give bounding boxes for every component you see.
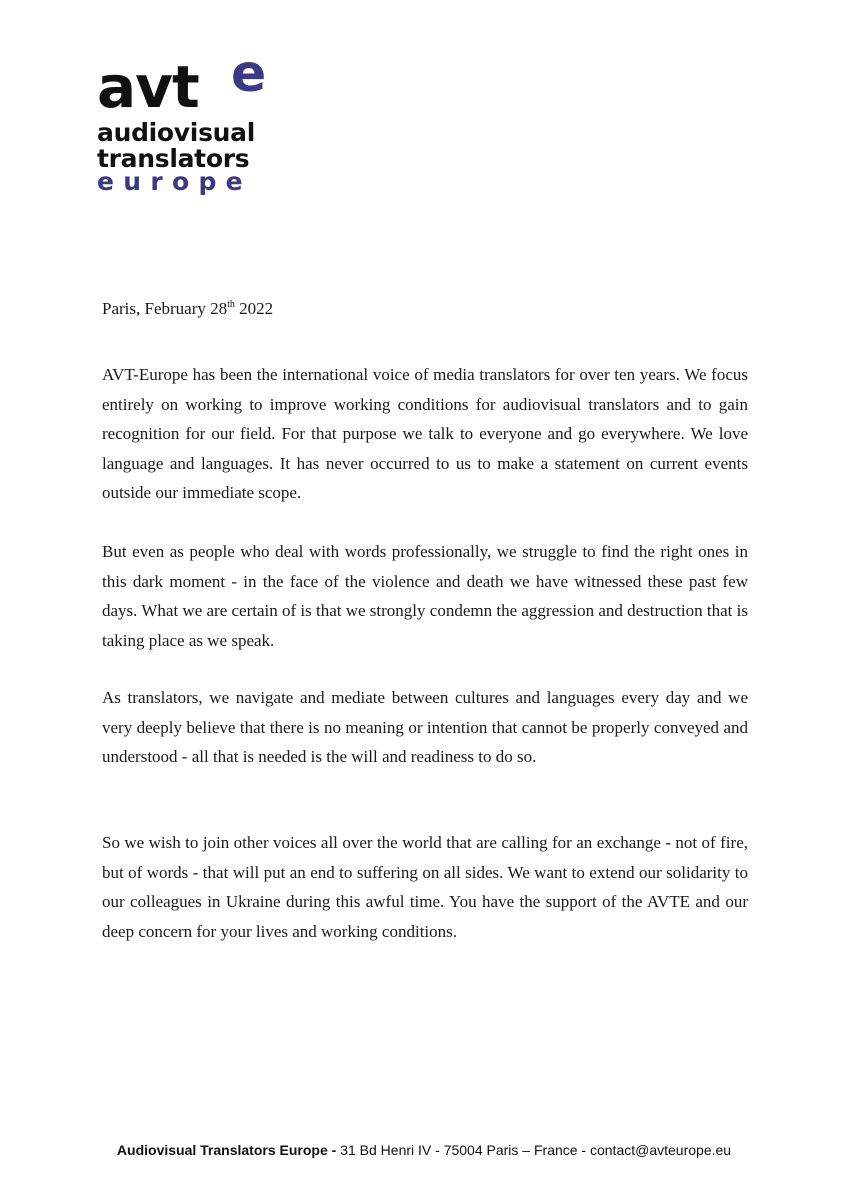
date-year: 2022 — [239, 299, 274, 318]
logo-accent-letter: e — [231, 44, 267, 104]
logo-line-translators: translators — [97, 144, 250, 173]
paragraph-4: So we wish to join other voices all over the world that are calling for an exchange - not of fire, but of words - that will put an end to suffering on all sides. We want to extend our solidarity to our colleagues in Ukraine during this awful time. You have the support of the AVTE and our deep concern for your lives and working conditions. — [102, 833, 748, 941]
avte-logo — [97, 44, 297, 196]
footer — [0, 1142, 848, 1158]
logo-wordmark: avt — [97, 53, 199, 121]
footer-address-contact: 31 Bd Henri IV - 75004 Paris – France - contact@avteurope.eu — [336, 1142, 732, 1158]
paragraph-1: AVT-Europe has been the international voice of media translators for over ten years. We focus entirely on working to improve working conditions for audiovisual translators and to gain recognition for our field. For that purpose we talk to everyone and go everywhere. We love language and languages. It has never occurred to us to make a statement on current events outside our immediate scope. — [102, 365, 748, 502]
logo-line-audiovisual: audiovisual — [97, 118, 255, 147]
paragraph-2: But even as people who deal with words professionally, we struggle to find the right ones in this dark moment - in the face of the violence and death we have witnessed these past few days. What we are certain of is that we strongly condemn the aggression and destruction that is taking place as we speak. — [102, 542, 748, 650]
date-ordinal-suffix: th — [227, 299, 235, 310]
date-prefix: Paris, February 28 — [102, 299, 228, 318]
footer-org-name: Audiovisual Translators Europe - — [116, 1142, 337, 1158]
paragraph-3: As translators, we navigate and mediate between cultures and languages every day and we very deeply believe that there is no meaning or intention that cannot be properly conveyed and understood - all that is needed is the will and readiness to do so. — [102, 688, 748, 766]
letter-date — [102, 294, 748, 324]
logo-line-europe: europe — [97, 167, 252, 196]
